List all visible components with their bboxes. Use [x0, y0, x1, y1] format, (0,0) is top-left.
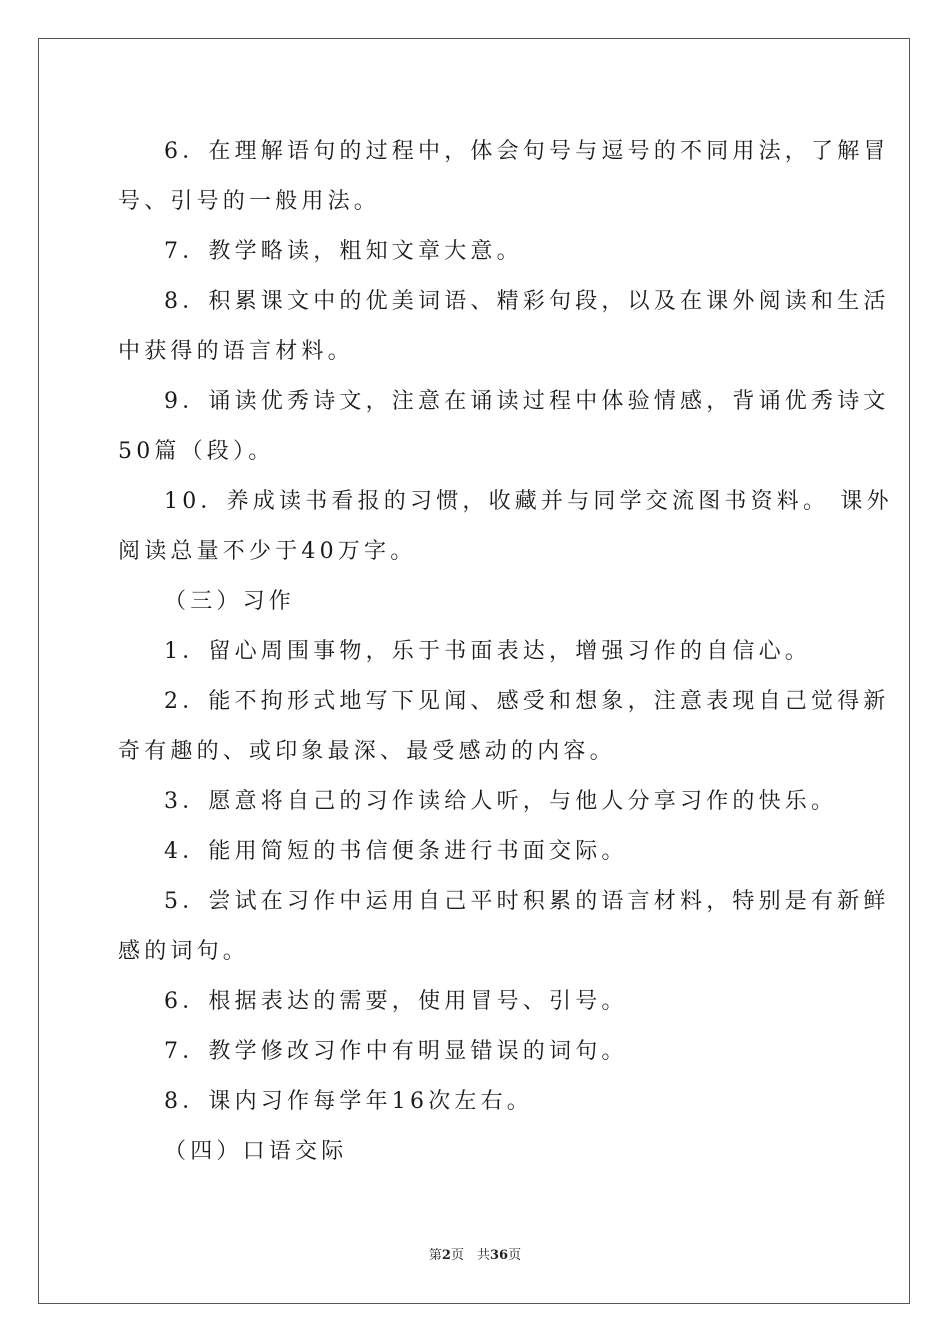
paragraph-7: 7．教学略读，粗知文章大意。	[164, 239, 523, 264]
writing-item-5-line-2: 感的词句。	[118, 939, 250, 964]
section-heading-writing: （三）习作	[164, 589, 296, 614]
writing-item-2-line-2: 奇有趣的、或印象最深、最受感动的内容。	[118, 739, 616, 764]
writing-item-5-line-1: 5．尝试在习作中运用自己平时积累的语言材料，特别是有新鲜	[164, 889, 890, 914]
writing-item-1: 1．留心周围事物，乐于书面表达，增强习作的自信心。	[164, 639, 811, 664]
paragraph-10-line-1: 10．养成读书看报的习惯，收藏并与同学交流图书资料。 课外	[164, 489, 893, 514]
footer-current-page: 2	[441, 1248, 451, 1263]
section-heading-oral: （四）口语交际	[164, 1139, 348, 1164]
footer-prefix: 第	[428, 1248, 442, 1263]
writing-item-4: 4．能用简短的书信便条进行书面交际。	[164, 839, 628, 864]
paragraph-6-line-1: 6．在理解语句的过程中，体会句号与逗号的不同用法，了解冒	[164, 139, 890, 164]
paragraph-8-line-2: 中获得的语言材料。	[118, 339, 354, 364]
paragraph-9-line-1: 9．诵读优秀诗文，注意在诵读过程中体验情感，背诵优秀诗文	[164, 389, 890, 414]
footer-suffix: 页	[508, 1248, 522, 1263]
page-number-footer	[0, 1247, 950, 1265]
writing-item-3: 3．愿意将自己的习作读给人听，与他人分享习作的快乐。	[164, 789, 838, 814]
paragraph-10-line-2: 阅读总量不少于40万字。	[118, 539, 417, 564]
paragraph-6-line-2: 号、引号的一般用法。	[118, 189, 381, 214]
writing-item-7: 7．教学修改习作中有明显错误的词句。	[164, 1039, 628, 1064]
writing-item-2-line-1: 2．能不拘形式地写下见闻、感受和想象，注意表现自己觉得新	[164, 689, 890, 714]
paragraph-9-line-2: 50篇（段）。	[118, 439, 275, 464]
writing-item-8: 8．课内习作每学年16次左右。	[164, 1089, 533, 1114]
footer-total-pages: 36	[489, 1248, 509, 1263]
paragraph-8-line-1: 8．积累课文中的优美词语、精彩句段，以及在课外阅读和生活	[164, 289, 890, 314]
footer-mid: 页 共	[450, 1248, 490, 1263]
writing-item-6: 6．根据表达的需要，使用冒号、引号。	[164, 989, 628, 1014]
